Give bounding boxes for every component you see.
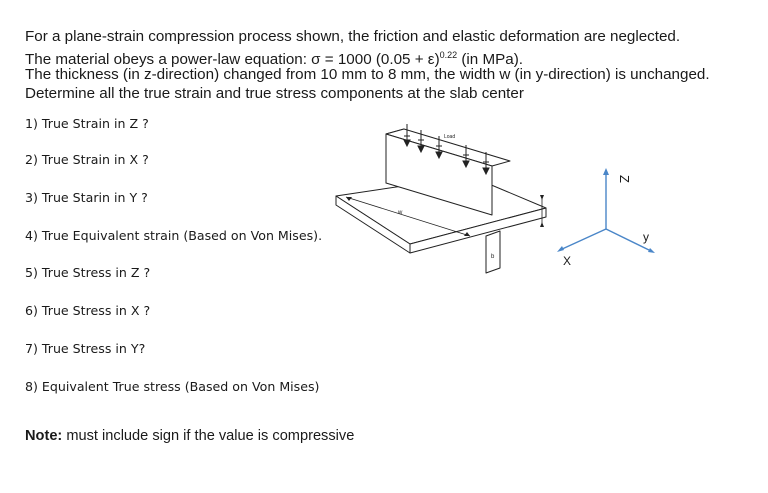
problem-line-4: Determine all the true strain and true stress components at the slab center [25, 85, 524, 102]
question-8: 8) Equivalent True stress (Based on Von Mises) [25, 379, 320, 394]
note-label: Note: [25, 428, 63, 444]
x-axis-arrowhead [557, 246, 564, 252]
question-6: 6) True Stress in X ? [25, 303, 151, 318]
x-axis-label: X [563, 254, 572, 268]
question-2: 2) True Strain in X ? [25, 152, 149, 167]
problem-line-1: For a plane-strain compression process shown, the friction and elastic deformation are neglected. [25, 28, 681, 45]
problem-line-3: The thickness (in z-direction) changed from 10 mm to 8 mm, the width w (in y-direction) is unchanged. [25, 66, 710, 83]
x-axis [560, 229, 606, 250]
thickness-label: b [491, 254, 495, 260]
question-3: 3) True Starin in Y ? [25, 190, 148, 205]
y-axis-label: y [643, 230, 649, 244]
y-axis-arrowhead [648, 248, 655, 253]
lower-die [486, 231, 500, 273]
note-text: must include sign if the value is compressive [66, 428, 355, 444]
load-label: Load [444, 134, 456, 140]
question-7: 7) True Stress in Y? [25, 341, 146, 356]
equation-exponent: 0.22 [439, 50, 458, 60]
z-axis-label: Z [617, 175, 632, 183]
equation-suffix: (in MPa). [457, 51, 523, 68]
equation-prefix: The material obeys a power-law equation: σ = 1000 (0.05 + ε) [25, 51, 440, 68]
question-4: 4) True Equivalent strain (Based on Von Mises). [25, 228, 323, 243]
z-axis-arrowhead [603, 168, 609, 175]
compression-figure [330, 120, 570, 280]
question-1: 1) True Strain in Z ? [25, 116, 149, 131]
width-label: w [398, 210, 403, 216]
note [25, 428, 354, 444]
coordinate-axes [555, 160, 665, 270]
question-5: 5) True Stress in Z ? [25, 265, 151, 280]
